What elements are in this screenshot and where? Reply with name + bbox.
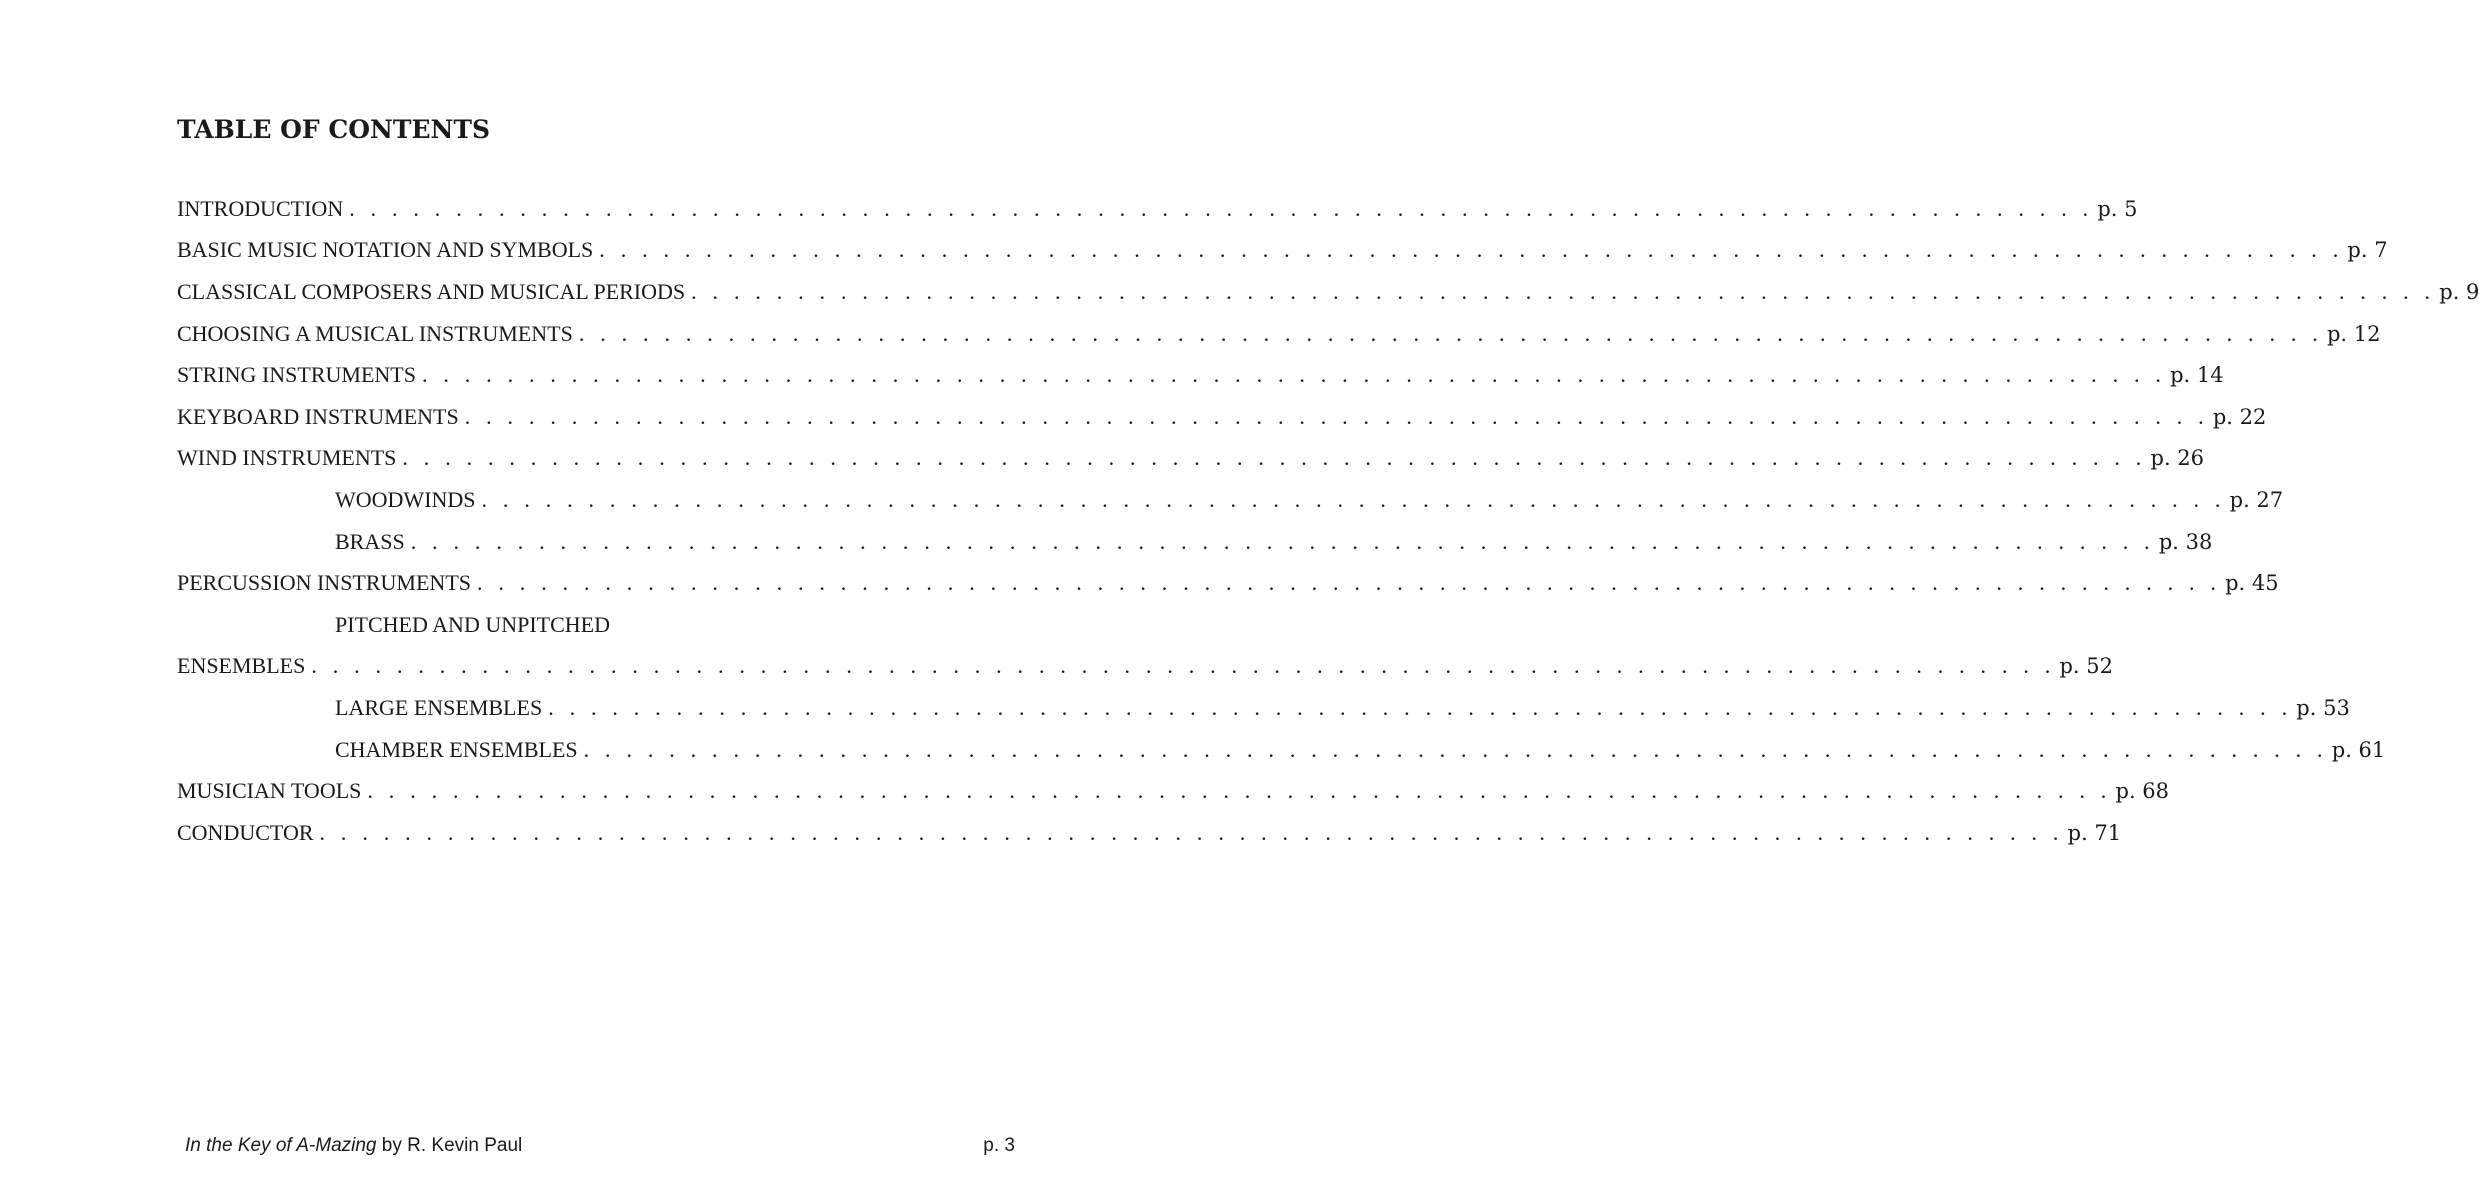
dot-leader: . . . . . . . . . . . . . . . . . . . . . . . . . . . . . . . . . . . . . . . . . . . . . . . . . . . . . . . . . . . . . . . . . . . . . . . . . . . . . . . . . . [421,362,2167,388]
toc-entry-title: WIND INSTRUMENTS [177,445,397,471]
toc-entry-brass [177,521,2213,563]
table-of-contents [177,188,2479,854]
footer-byline: by R. Kevin Paul [376,1135,523,1156]
toc-entry-keyboard-instruments [177,396,2267,438]
footer-book-title: In the Key of A-Mazing [185,1135,377,1156]
dot-leader: . . . . . . . . . . . . . . . . . . . . . . . . . . . . . . . . . . . . . . . . . . . . . . . . . . . . . . . . . . . . . . . . . . . . . . . . . . . . . . . . . . [477,570,2222,596]
toc-entry-page: p. 9 [2439,279,2479,304]
toc-entry-pitched-unpitched [177,604,1023,646]
dot-leader: . . . . . . . . . . . . . . . . . . . . . . . . . . . . . . . . . . . . . . . . . . . . . . . . . . . . . . . . . . . . . . . . . . . . . . . . . . . . . . . . . . [548,694,2293,720]
toc-entry-title: CHOOSING A MUSICAL INSTRUMENTS [177,320,573,346]
toc-entry-title: BASIC MUSIC NOTATION AND SYMBOLS [177,237,594,263]
toc-entry-large-ensembles [177,687,2350,729]
toc-entry-title: ENSEMBLES [177,653,306,679]
toc-entry-musician-tools [177,770,2170,812]
toc-entry-ensembles [177,646,2113,688]
dot-leader: . . . . . . . . . . . . . . . . . . . . . . . . . . . . . . . . . . . . . . . . . . . . . . . . . . . . . . . . . . . . . . . . . . . . . . . . . . . . . . . . . . [367,778,2112,804]
toc-entry-chamber-ensembles [177,729,2386,771]
toc-entry-title: CONDUCTOR [177,819,314,845]
toc-entry-wind-instruments [177,438,2205,480]
toc-entry-title: PERCUSSION INSTRUMENTS [177,570,471,596]
toc-entry-title: PITCHED AND UNPITCHED [335,611,610,637]
toc-entry-page: p. 14 [2170,363,2224,388]
page-footer [185,1132,1015,1160]
dot-leader: . . . . . . . . . . . . . . . . . . . . . . . . . . . . . . . . . . . . . . . . . . . . . . . . . . . . . . . . . . . . . . . . . . . . . . . . . . . . . . . . . . [410,528,2155,554]
toc-entry-title: WOODWINDS [335,486,476,512]
toc-entry-woodwinds [177,479,2284,521]
toc-entry-page: p. 38 [2158,529,2213,554]
toc-entry-conductor [177,812,2122,854]
dot-leader: . . . . . . . . . . . . . . . . . . . . . . . . . . . . . . . . . . . . . . . . . . . . . . . . . . . . . . . . . . . . . . . . . . . . . . . . . . . . . . . . . . [402,445,2147,471]
dot-leader: . . . . . . . . . . . . . . . . . . . . . . . . . . . . . . . . . . . . . . . . . . . . . . . . . . . . . . . . . . . . . . . . . . . . . . . . . . . . . . . . . . [319,819,2064,845]
toc-entry-page: p. 68 [2115,779,2170,804]
toc-entry-page: p. 5 [2097,196,2138,221]
dot-leader: . . . . . . . . . . . . . . . . . . . . . . . . . . . . . . . . . . . . . . . . . . . . . . . . . . . . . . . . . . . . . . . . . . . . . . . . . . . . . . . . . . [599,237,2344,263]
toc-entry-page: p. 7 [2347,238,2388,263]
page-title: TABLE OF CONTENTS [177,115,491,144]
toc-entry-string-instruments [177,354,2224,396]
dot-leader: . . . . . . . . . . . . . . . . . . . . . . . . . . . . . . . . . . . . . . . . . . . . . . . . . . . . . . . . . . . . . . . . . . . . . . . . . . . . . . . . . . [691,278,2436,304]
toc-entry-introduction [177,188,2138,230]
toc-entry-title: KEYBOARD INSTRUMENTS [177,403,459,429]
dot-leader: . . . . . . . . . . . . . . . . . . . . . . . . . . . . . . . . . . . . . . . . . . . . . . . . . . . . . . . . . . . . . . . . . . . . . . . . . . . . . . . . . . [311,653,2056,679]
toc-entry-title: MUSICIAN TOOLS [177,778,362,804]
toc-entry-title: INTRODUCTION [177,195,344,221]
dot-leader: . . . . . . . . . . . . . . . . . . . . . . . . . . . . . . . . . . . . . . . . . . . . . . . . . . . . . . . . . . . . . . . . . . . . . . . . . . . . . . . . . . [481,486,2226,512]
dot-leader: . . . . . . . . . . . . . . . . . . . . . . . . . . . . . . . . . . . . . . . . . . . . . . . . . . . . . . . . . . . . . . . . . . . . . . . . . . . . . . . . . . [578,320,2323,346]
toc-entry-page: p. 26 [2150,446,2205,471]
dot-leader: . . . . . . . . . . . . . . . . . . . . . . . . . . . . . . . . . . . . . . . . . . . . . . . . . . . . . . . . . . . . . . . . . . . . . . . . . . . . . . . . . . [464,403,2209,429]
toc-entry-percussion-instruments [177,562,2279,604]
footer-credit [185,1132,522,1160]
toc-entry-title: BRASS [335,528,405,554]
toc-entry-title: STRING INSTRUMENTS [177,362,416,388]
toc-entry-page: p. 45 [2225,571,2279,596]
toc-entry-choosing-instruments [177,313,2381,355]
toc-entry-page: p. 52 [2059,654,2113,679]
toc-entry-page: p. 71 [2067,820,2122,845]
toc-entry-title: CHAMBER ENSEMBLES [335,736,578,762]
dot-leader: . . . . . . . . . . . . . . . . . . . . . . . . . . . . . . . . . . . . . . . . . . . . . . . . . . . . . . . . . . . . . . . . . . . . . . . . . . . . . . . . . . [583,736,2328,762]
toc-entry-title: CLASSICAL COMPOSERS AND MUSICAL PERIODS [177,278,686,304]
toc-entry-page: p. 53 [2296,695,2350,720]
toc-entry-basic-music-notation [177,230,2388,272]
toc-entry-title: LARGE ENSEMBLES [335,694,543,720]
dot-leader: . . . . . . . . . . . . . . . . . . . . . . . . . . . . . . . . . . . . . . . . . . . . . . . . . . . . . . . . . . . . . . . . . . . . . . . . . . . . . . . . . . [349,195,2094,221]
toc-entry-classical-composers [177,271,2479,313]
footer-page-number: p. 3 [983,1135,1015,1156]
toc-entry-page: p. 27 [2229,487,2284,512]
toc-entry-page: p. 22 [2212,404,2267,429]
toc-entry-page: p. 61 [2331,737,2386,762]
toc-entry-page: p. 12 [2326,321,2381,346]
